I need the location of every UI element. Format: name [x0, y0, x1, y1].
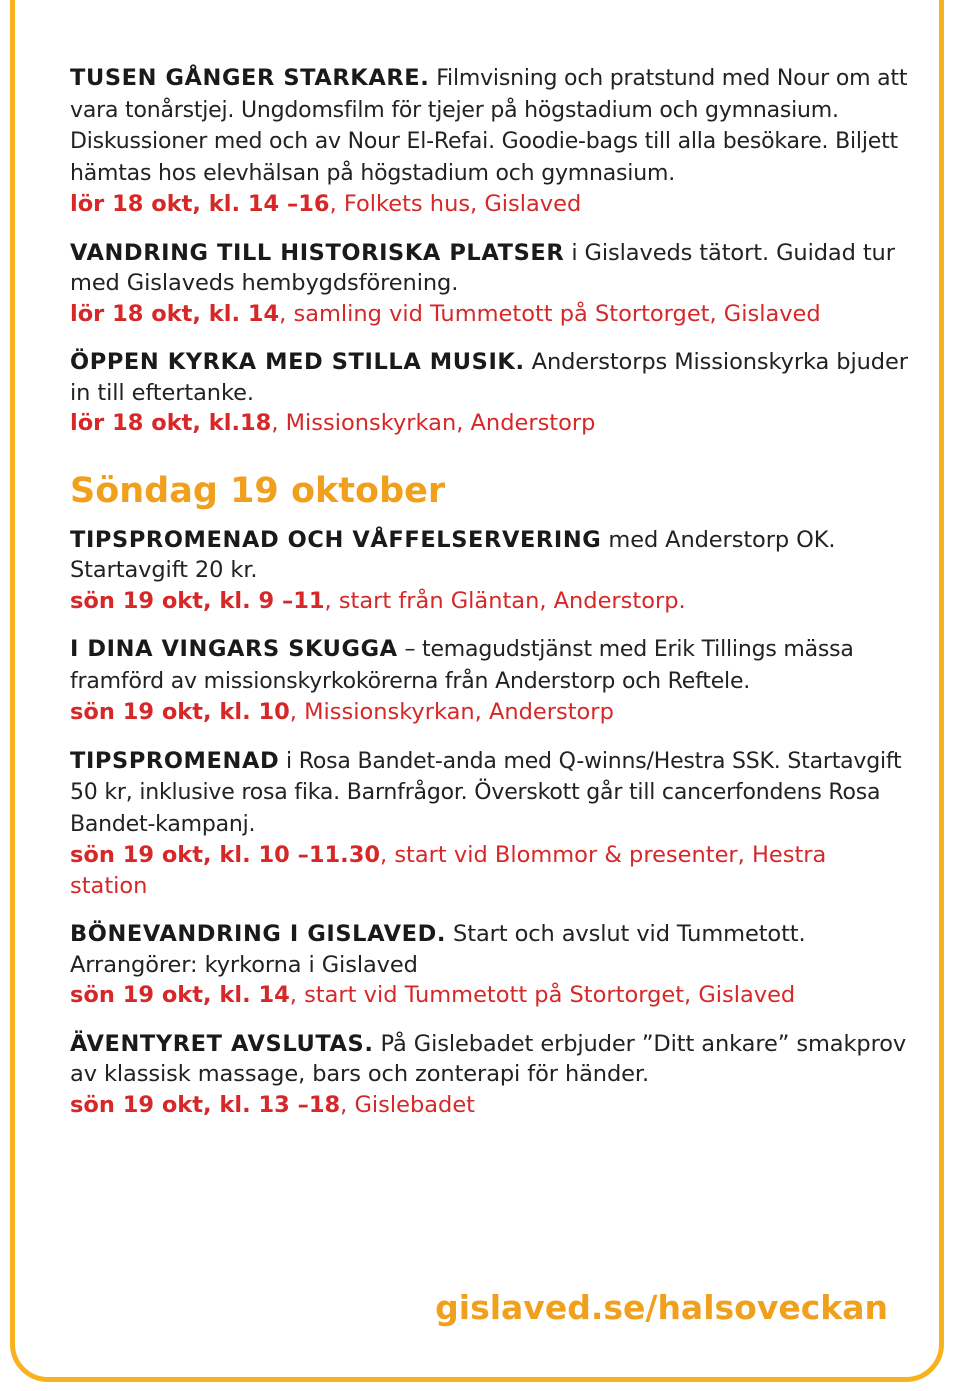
event-place: , Folkets hus, Gislaved [329, 191, 582, 217]
event-time-place [70, 299, 910, 330]
event-time-place [70, 189, 910, 220]
sunday-events [70, 525, 910, 1121]
event-time-place [70, 586, 910, 617]
event-time: lör 18 okt, kl. 14 –16 [70, 191, 330, 217]
event-time: sön 19 okt, kl. 9 –11 [70, 587, 325, 614]
event-description [70, 347, 910, 408]
event-description [70, 919, 910, 980]
event-place: , Gislebadet [340, 1091, 475, 1118]
event-body: med Anderstorp OK. Startavgift 20 kr. [70, 526, 836, 583]
event-title: TIPSPROMENAD OCH VÅFFELSERVERING [70, 526, 602, 553]
event-body: Anderstorps Missionskyrka bjuder in till eftertanke. [70, 349, 908, 406]
event-description [70, 238, 910, 299]
event-item [70, 238, 910, 330]
event-time: sön 19 okt, kl. 14 [70, 982, 290, 1008]
event-place: , samling vid Tummetott på Stortorget, Gislaved [279, 300, 821, 327]
event-listing [70, 63, 910, 1138]
event-description [70, 63, 910, 189]
event-title: ÖPPEN KYRKA MED STILLA MUSIK. [70, 349, 525, 375]
event-place: , Missionskyrkan, Anderstorp [289, 699, 614, 725]
event-time-place [70, 408, 910, 439]
event-item [70, 634, 910, 728]
event-place: , start vid Tummetott på Stortorget, Gislaved [289, 982, 796, 1008]
website-url[interactable]: gislaved.se/halsoveckan [435, 1288, 888, 1327]
event-time: lör 18 okt, kl.18 [70, 410, 272, 436]
event-title: I DINA VINGARS SKUGGA [70, 636, 398, 662]
event-description [70, 746, 910, 841]
event-time: sön 19 okt, kl. 10 –11.30 [70, 842, 381, 868]
event-description [70, 1029, 910, 1090]
event-place: , start vid Blommor & presenter, Hestra station [70, 842, 827, 899]
event-item [70, 525, 910, 617]
event-time-place [70, 840, 910, 901]
event-time: sön 19 okt, kl. 13 –18 [70, 1091, 341, 1118]
event-title: VANDRING TILL HISTORISKA PLATSER [70, 239, 565, 266]
event-item [70, 63, 910, 220]
event-item [70, 347, 910, 439]
event-time-place [70, 1090, 910, 1121]
event-time-place [70, 980, 910, 1011]
event-body: Start och avslut vid Tummetott. Arrangörer: kyrkorna i Gislaved [70, 921, 806, 978]
saturday-events [70, 63, 910, 439]
event-title: TIPSPROMENAD [70, 747, 280, 774]
event-body: På Gislebadet erbjuder ”Ditt ankare” smakprov av klassisk massage, bars och zonterapi för händer. [70, 1030, 907, 1087]
event-description [70, 525, 910, 586]
event-title: ÄVENTYRET AVSLUTAS. [70, 1030, 374, 1057]
event-description [70, 634, 910, 697]
event-body: i Rosa Bandet-anda med Q-winns/Hestra SSK. Startavgift 50 kr, inklusive rosa fika. Barnfrågor. Överskott går till cancerfondens Rosa Bandet-kampanj. [70, 748, 902, 837]
event-item [70, 919, 910, 1011]
event-body: i Gislaveds tätort. Guidad tur med Gislaveds hembygdsförening. [70, 239, 895, 296]
event-body: – temagudstjänst med Erik Tillings mässa framförd av missionskyrkokörerna från Anderstorp och Reftele. [70, 637, 854, 694]
event-item [70, 1029, 910, 1121]
event-body: Filmvisning och pratstund med Nour om att vara tonårstjej. Ungdomsfilm för tjejer på högstadium och gymnasium. Diskussioner med och av Nour El-Refai. Goodie-bags till alla besökare. Biljett hämtas hos elevhälsan på högstadium och gymnasium. [70, 66, 908, 186]
event-item [70, 746, 910, 902]
event-place: , Missionskyrkan, Anderstorp [271, 410, 596, 436]
event-place: , start från Gläntan, Anderstorp. [324, 587, 686, 614]
event-title: TUSEN GÅNGER STARKARE. [70, 65, 430, 91]
day-heading-sunday: Söndag 19 oktober [70, 470, 446, 511]
event-time: sön 19 okt, kl. 10 [70, 699, 290, 725]
event-time-place [70, 697, 910, 728]
event-time: lör 18 okt, kl. 14 [70, 300, 280, 327]
event-title: BÖNEVANDRING I GISLAVED. [70, 921, 446, 947]
